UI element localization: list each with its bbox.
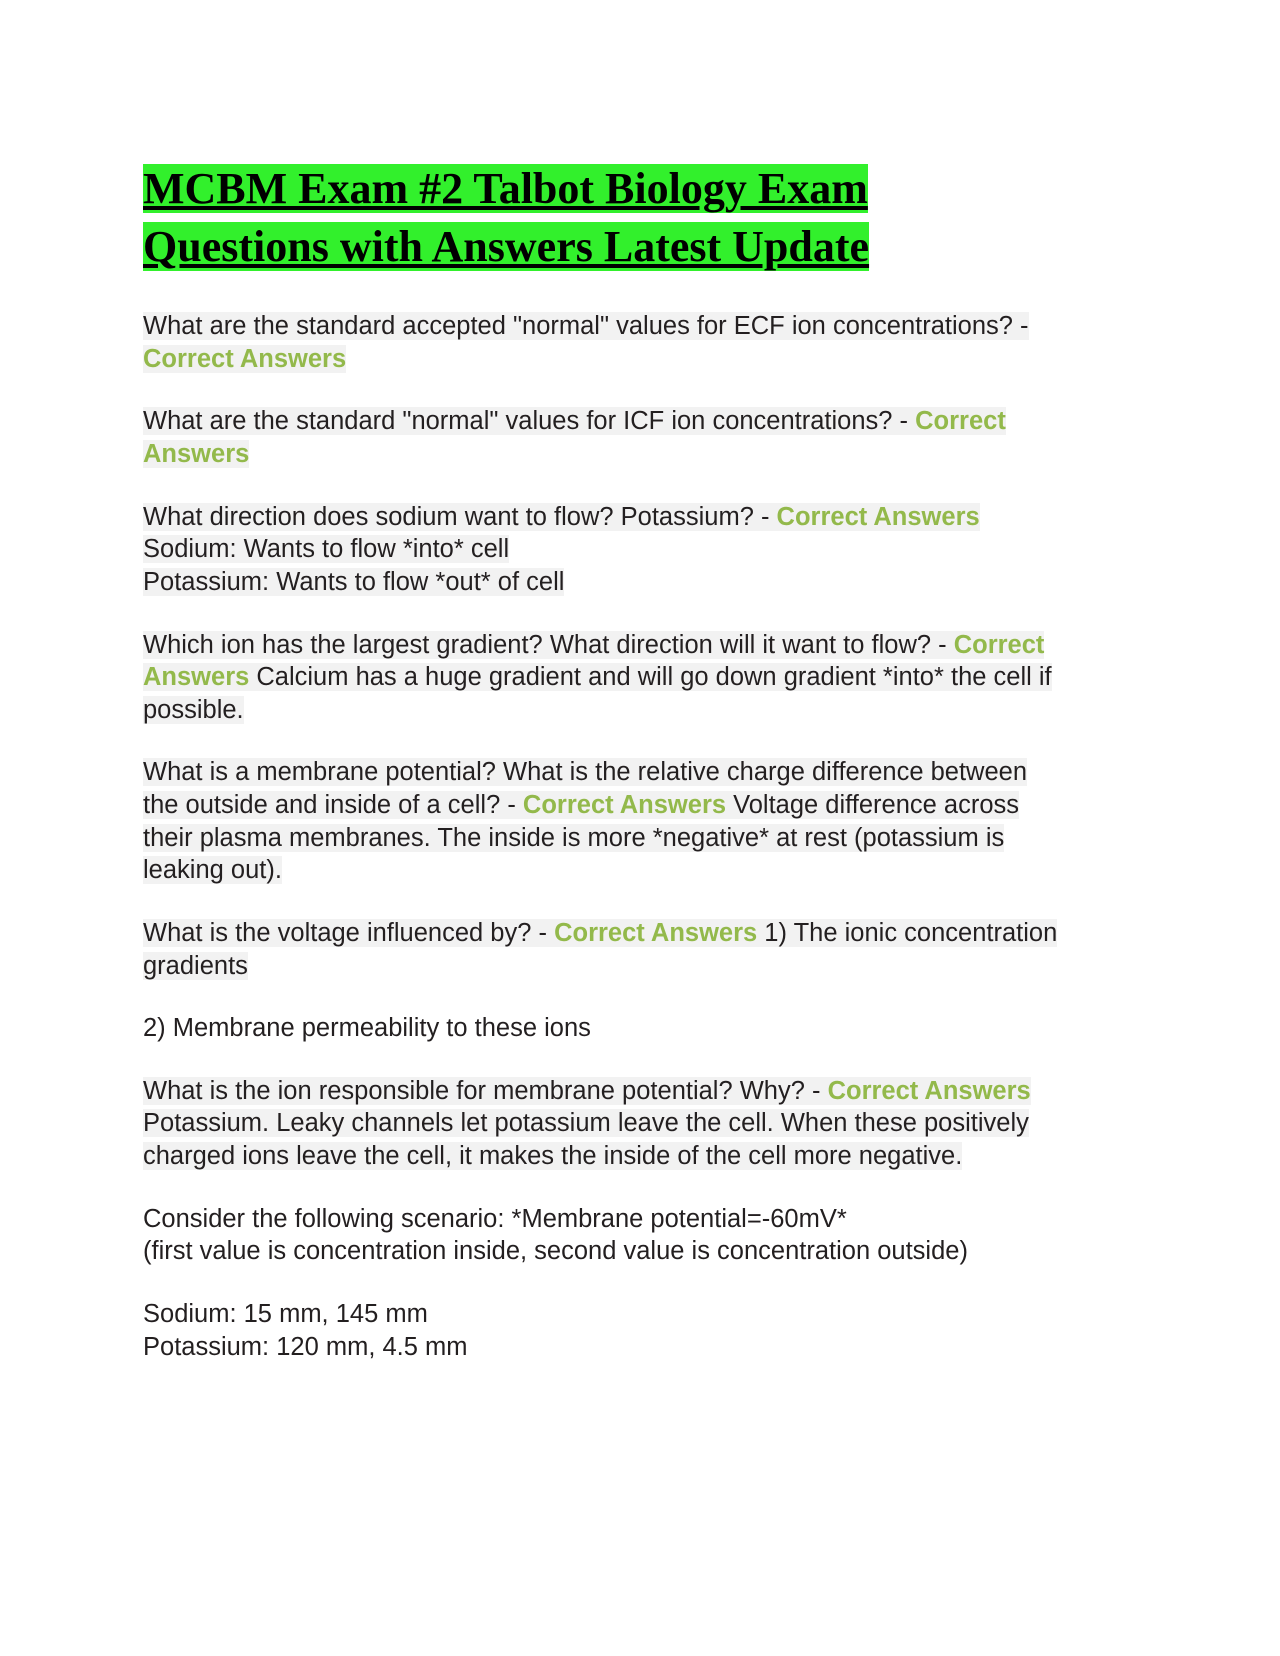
answer-label: Correct Answers: [522, 791, 727, 820]
answer-extra-line: Potassium: Wants to flow *out* of cell: [143, 567, 565, 596]
paragraph-line: Sodium: 15 mm, 145 mm: [143, 1299, 428, 1328]
qa-block: [143, 629, 1063, 727]
paragraph-line: Consider the following scenario: *Membrane potential=-60mV*: [143, 1204, 847, 1233]
answer-text: Calcium has a huge gradient and will go down gradient *into* the cell if possible.: [143, 663, 1052, 724]
answer-text: Voltage difference across their plasma membranes. The inside is more *negative* at rest (potassium is leaking out).: [143, 791, 1020, 885]
question-text: What is a membrane potential? What is the relative charge difference between the outside and inside of a cell? -: [143, 758, 1028, 820]
question-text: What are the standard accepted "normal" values for ECF ion concentrations? -: [143, 312, 1029, 341]
answer-text: 1) The ionic concentration gradients: [143, 918, 1058, 980]
paragraph: [143, 1203, 1063, 1268]
question-text: What is the voltage influenced by? -: [143, 918, 555, 947]
answer-text: Potassium. Leaky channels let potassium leave the cell. When these positively charged ions leave the cell, it makes the inside of the cell more negative.: [143, 1109, 1029, 1171]
answer-label: Correct Answers: [776, 502, 980, 531]
question-text: What direction does sodium want to flow? Potassium? -: [143, 502, 777, 531]
page-title-line-2: Questions with Answers Latest Update: [143, 222, 870, 272]
document-body: [143, 310, 1130, 1363]
page-title: [143, 160, 1130, 276]
paragraph-line: Potassium: 120 mm, 4.5 mm: [143, 1332, 468, 1361]
paragraph: 2) Membrane permeability to these ions: [143, 1014, 591, 1043]
answer-label: Correct Answers: [143, 344, 347, 373]
answer-label: Correct Answers: [143, 407, 1006, 469]
question-text: What is the ion responsible for membrane potential? Why? -: [143, 1076, 828, 1105]
qa-block: [143, 1075, 1063, 1173]
qa-block: [143, 501, 1063, 599]
paragraph: [143, 1298, 1063, 1363]
qa-block: [143, 756, 1063, 887]
page-title-line-1: MCBM Exam #2 Talbot Biology Exam: [143, 164, 868, 213]
qa-block: [143, 310, 1063, 375]
qa-block: [143, 917, 1063, 982]
answer-extra-line: Sodium: Wants to flow *into* cell: [143, 535, 510, 564]
question-text: What are the standard "normal" values for ICF ion concentrations? -: [143, 407, 916, 436]
answer-label: Correct Answers: [143, 630, 1045, 692]
question-text: Which ion has the largest gradient? What direction will it want to flow? -: [143, 630, 954, 659]
paragraph-line: (first value is concentration inside, second value is concentration outside): [143, 1237, 968, 1266]
qa-block: [143, 405, 1063, 470]
answer-label: Correct Answers: [827, 1076, 1031, 1105]
answer-label: Correct Answers: [554, 918, 758, 947]
